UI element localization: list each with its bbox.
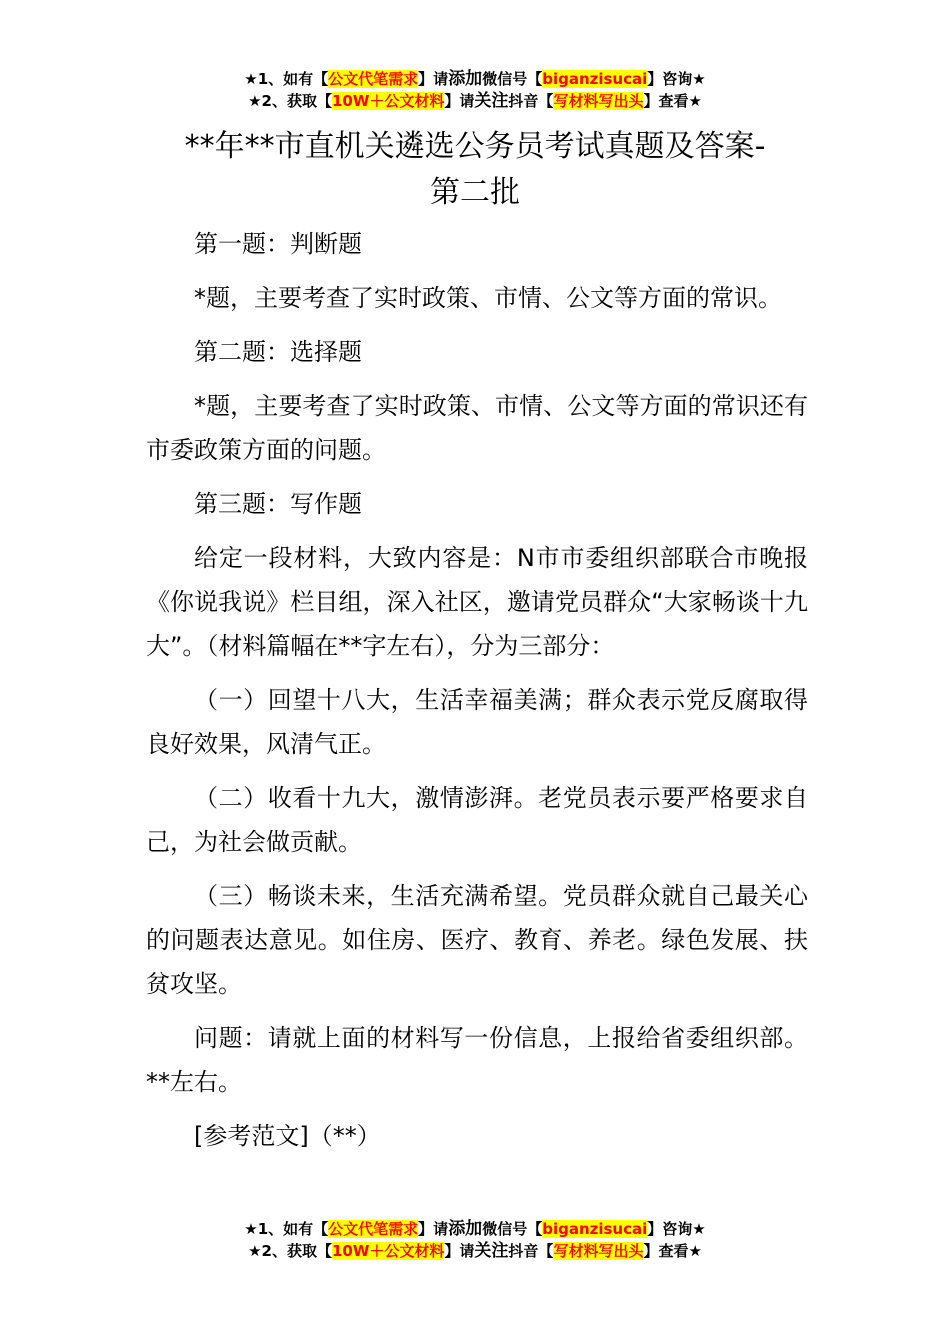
header-banner xyxy=(0,68,950,112)
footer-banner xyxy=(0,1218,950,1262)
paragraph: *题，主要考查了实时政策、市情、公文等方面的常识。 xyxy=(194,284,782,312)
document-body xyxy=(146,222,808,1168)
paragraph: 第二题：选择题 xyxy=(194,338,362,366)
highlight-wechat-id: biganzisucai xyxy=(542,70,648,88)
paragraph: 给定一段材料，大致内容是：N市市委组织部联合市晚报《你说我说》栏目组，深入社区，邀请党员群众“大家畅谈十九大”。（材料篇幅在**字左右），分为三部分： xyxy=(146,544,808,660)
paragraph: [参考范文]（**） xyxy=(194,1122,381,1150)
paragraph: *题，主要考查了实时政策、市情、公文等方面的常识还有市委政策方面的问题。 xyxy=(146,392,808,464)
highlight-douyin-account: 写材料写出头 xyxy=(553,92,644,110)
highlight-douyin-account: 写材料写出头 xyxy=(553,1242,644,1260)
title-line-1: **年**市直机关遴选公务员考试真题及答案- xyxy=(184,129,766,164)
highlight-materials: 10W＋公文材料 xyxy=(331,92,445,110)
highlight-service: 公文代笔需求 xyxy=(328,70,419,88)
highlight-wechat-id: biganzisucai xyxy=(542,1220,648,1238)
banner-line-1: ★1、如有【公文代笔需求】请添加微信号【biganzisucai】咨询★ xyxy=(244,1219,706,1239)
paragraph: （一）回望十八大，生活幸福美满；群众表示党反腐取得良好效果，风清气正。 xyxy=(146,686,808,758)
banner-line-2: ★2、获取【10W＋公文材料】请关注抖音【写材料写出头】查看★ xyxy=(248,91,702,111)
banner-line-1: ★1、如有【公文代笔需求】请添加微信号【biganzisucai】咨询★ xyxy=(244,69,706,89)
document-title xyxy=(140,124,810,216)
highlight-materials: 10W＋公文材料 xyxy=(331,1242,445,1260)
paragraph: 第一题：判断题 xyxy=(194,230,362,258)
paragraph: （二）收看十九大，激情澎湃。老党员表示要严格要求自己，为社会做贡献。 xyxy=(146,784,808,856)
highlight-service: 公文代笔需求 xyxy=(328,1220,419,1238)
banner-line-2: ★2、获取【10W＋公文材料】请关注抖音【写材料写出头】查看★ xyxy=(248,1241,702,1261)
paragraph: 问题：请就上面的材料写一份信息，上报给省委组织部。**左右。 xyxy=(146,1024,808,1096)
paragraph: （三）畅谈未来，生活充满希望。党员群众就自己最关心的问题表达意见。如住房、医疗、教育、养老。绿色发展、扶贫攻坚。 xyxy=(146,882,808,998)
paragraph: 第三题：写作题 xyxy=(194,490,362,518)
title-line-2: 第二批 xyxy=(430,175,520,210)
